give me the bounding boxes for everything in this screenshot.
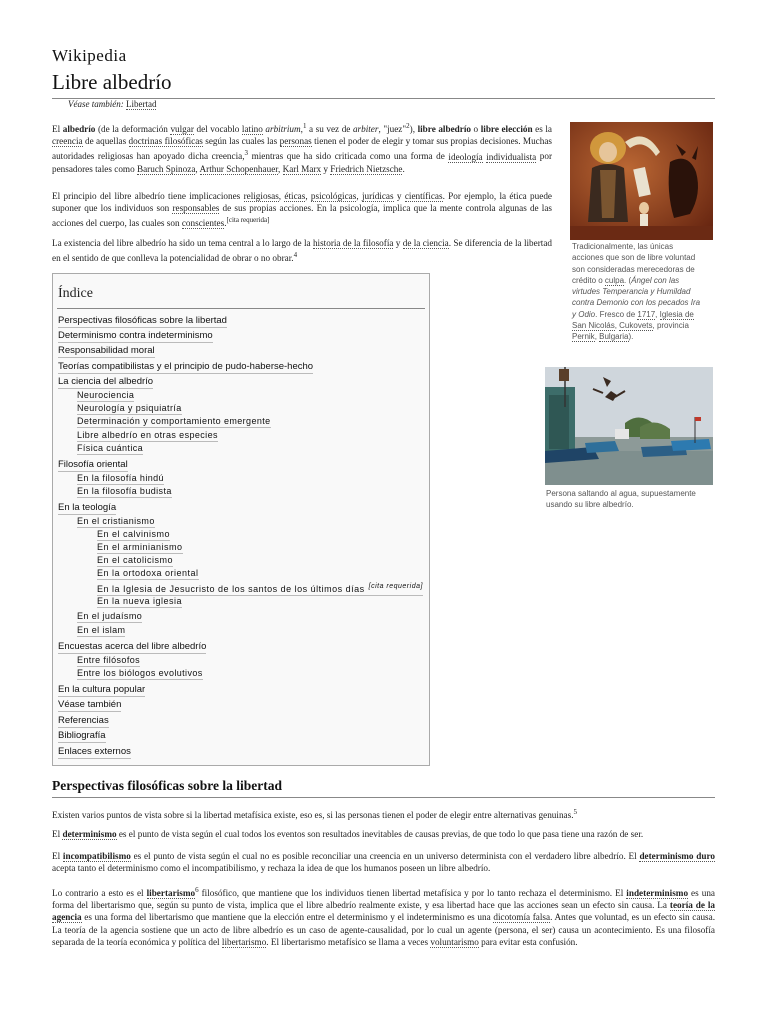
inline-link[interactable]: doctrinas filosóficas bbox=[128, 136, 203, 147]
section-paragraph-1 bbox=[52, 806, 715, 821]
hatnote-link[interactable]: Libertad bbox=[125, 99, 157, 109]
text-run: es la bbox=[532, 124, 553, 135]
intro-paragraph-2 bbox=[52, 190, 552, 230]
toc-item-label: En la nueva iglesia bbox=[97, 596, 183, 606]
toc-item[interactable] bbox=[58, 459, 128, 472]
toc-item[interactable] bbox=[77, 654, 140, 667]
toc-item-label: Encuestas acerca del libre albedrío bbox=[58, 641, 207, 652]
toc-item-label: Entre los biólogos evolutivos bbox=[77, 668, 203, 678]
toc-item-label: En el islam bbox=[77, 625, 126, 635]
toc-item-label: La ciencia del albedrío bbox=[58, 376, 154, 387]
inline-link[interactable]: dicotomía falsa bbox=[493, 912, 551, 923]
text-run: es una forma del libertarismo que, según su punto de vista, implica que el libre albedrío realmente existe, y esa libertad hace que las acciones sean un efecto sin causa. La bbox=[52, 888, 715, 911]
toc-item-label: Neurología y psiquiatría bbox=[77, 403, 182, 413]
toc-item[interactable] bbox=[77, 429, 218, 442]
inline-link[interactable]: incompatibilismo bbox=[62, 851, 131, 861]
hatnote-prefix: Véase también: bbox=[68, 99, 124, 109]
toc-item-label: Perspectivas filosóficas sobre la libertad bbox=[58, 315, 227, 326]
inline-link[interactable]: individualista bbox=[486, 151, 537, 162]
toc-item[interactable] bbox=[77, 610, 142, 623]
reference-mark[interactable]: 2 bbox=[406, 122, 410, 130]
text-run: ), bbox=[409, 124, 418, 135]
text-run: . El libertarismo metafísico se llama a veces bbox=[266, 936, 431, 947]
inline-link[interactable]: ideología bbox=[448, 151, 483, 162]
toc-item-label: Física cuántica bbox=[77, 443, 144, 453]
toc-item[interactable] bbox=[97, 541, 183, 554]
text-run: de aquellas bbox=[82, 136, 129, 147]
reference-mark[interactable]: [cita requerida] bbox=[226, 216, 270, 225]
inline-link[interactable]: historia de la filosofía bbox=[312, 238, 394, 248]
toc-item[interactable] bbox=[58, 502, 116, 515]
reference-mark[interactable]: 3 bbox=[244, 149, 249, 158]
inline-link[interactable]: culpa bbox=[604, 275, 625, 285]
text-run: , bbox=[278, 191, 285, 201]
inline-link[interactable]: voluntarismo bbox=[430, 936, 479, 947]
text-run: . Antes que voluntad, es un efecto sin causa. La teoría de la agencia sostiene que un acto de libre albedrío es un caso de agente-causalidad, por lo cual un agente (persona, el ser) causa un acontecimiento. Es una filosofía separada de la teoría económica y política del bbox=[52, 912, 715, 947]
toc-item-label: Entre filósofos bbox=[77, 655, 141, 665]
toc-item[interactable] bbox=[77, 402, 182, 415]
toc-item-label: En la filosofía hindú bbox=[77, 473, 164, 483]
text-run: libre albedrío bbox=[417, 124, 471, 135]
inline-link[interactable]: jurídicas bbox=[361, 191, 394, 201]
toc-item[interactable] bbox=[58, 684, 145, 697]
inline-link[interactable]: 1717 bbox=[637, 309, 656, 319]
reference-mark[interactable]: 5 bbox=[573, 808, 577, 816]
toc-item[interactable] bbox=[58, 699, 121, 712]
text-run: . Fresco de bbox=[595, 309, 638, 319]
inline-link[interactable]: científicas bbox=[404, 191, 443, 201]
inline-link[interactable]: Pernik bbox=[572, 332, 595, 342]
text-run: de sus propias acciones. En la psicología, implica que la mente controla algunas de las acciones del cuerpo, las cuales son bbox=[52, 203, 552, 229]
text-run: Tradicionalmente, las únicas acciones que son de libre voluntad son consideradas merecedoras de crédito o bbox=[572, 242, 696, 285]
toc-divider bbox=[57, 308, 425, 309]
table-of-contents bbox=[52, 273, 430, 766]
toc-item-label: Libre albedrío en otras especies bbox=[77, 430, 218, 440]
toc-item[interactable] bbox=[77, 515, 155, 528]
jumping-person-image[interactable] bbox=[545, 367, 713, 485]
text-run: , bbox=[356, 191, 362, 201]
text-run: El principio del libre albedrío tiene implicaciones bbox=[52, 191, 244, 201]
inline-link[interactable]: de la ciencia bbox=[402, 238, 449, 248]
inline-link[interactable]: Karl Marx bbox=[282, 163, 322, 174]
toc-item-note: [cita requerida] bbox=[368, 583, 423, 590]
toc-item[interactable] bbox=[97, 567, 199, 580]
inline-link[interactable]: Bulgaria bbox=[599, 332, 629, 342]
toc-item[interactable] bbox=[97, 528, 170, 541]
toc-item[interactable] bbox=[97, 581, 423, 596]
toc-item-label: En el catolicismo bbox=[97, 555, 174, 565]
text-run: para evitar esta confusión. bbox=[478, 936, 578, 947]
toc-item[interactable] bbox=[58, 376, 153, 389]
text-run: , provincia bbox=[652, 321, 689, 331]
text-run: y bbox=[393, 238, 403, 248]
inline-link[interactable]: religiosas bbox=[243, 191, 279, 201]
toc-title: Índice bbox=[58, 286, 93, 301]
toc-item-label: Referencias bbox=[58, 715, 109, 726]
toc-item-label: En el arminianismo bbox=[97, 542, 183, 552]
text-run: y bbox=[393, 191, 405, 201]
section-heading: Perspectivas filosóficas sobre la libertad bbox=[52, 778, 282, 793]
toc-item[interactable] bbox=[58, 715, 109, 728]
inline-link[interactable]: Friedrich Nietzsche bbox=[330, 163, 403, 174]
text-run: según las cuales las bbox=[202, 136, 280, 147]
text-run: La existencia del libre albedrío ha sido un tema central a lo largo de la bbox=[52, 238, 313, 248]
toc-item-label: Determinismo contra indeterminismo bbox=[58, 330, 213, 341]
text-run: es una forma del libertarismo que mantiene que la elección entre el determinismo y el indeterminismo es una bbox=[81, 912, 494, 923]
section-paragraph-4 bbox=[52, 884, 715, 948]
inline-link[interactable]: latino bbox=[241, 124, 263, 135]
text-run: . ( bbox=[624, 275, 632, 285]
toc-item-label: Responsabilidad moral bbox=[58, 345, 155, 356]
toc-item[interactable] bbox=[58, 345, 155, 358]
toc-item-label: En la cultura popular bbox=[58, 684, 146, 695]
intro-paragraph-1 bbox=[52, 120, 552, 175]
text-run: , bbox=[594, 332, 600, 342]
text-run: es el punto de vista según el cual no es posible reconciliar una creencia en un universo determinista con el verdadero libre albedrío. El bbox=[130, 851, 640, 861]
text-run: , bbox=[300, 124, 303, 135]
text-run: , bbox=[195, 163, 200, 174]
inline-link[interactable]: determinismo bbox=[62, 829, 117, 839]
toc-item[interactable] bbox=[58, 730, 106, 743]
page-title: Libre albedrío bbox=[52, 70, 172, 94]
toc-item[interactable] bbox=[58, 641, 206, 654]
section-paragraph-3 bbox=[52, 850, 715, 874]
toc-item[interactable] bbox=[97, 554, 173, 567]
text-run: , bbox=[655, 309, 660, 319]
text-run: Lo contrario a esto es el bbox=[52, 888, 147, 899]
text-run: Ángel con las virtudes Temperancia y Humildad contra Demonio con los pecados Ira y Odio bbox=[572, 275, 701, 319]
inline-link[interactable]: libertarismo bbox=[146, 888, 196, 899]
inline-link[interactable]: Iglesia de San Nicolás bbox=[572, 309, 694, 331]
toc-item-label: Bibliografía bbox=[58, 730, 106, 741]
toc-item[interactable] bbox=[58, 330, 213, 343]
toc-item-label: En la filosofía budista bbox=[77, 486, 172, 496]
text-run: filosófico, que mantiene que los individuos tienen libertad metafísica y por lo tanto rechaza el determinismo. El bbox=[198, 888, 627, 899]
jumping-person-caption: Persona saltando al agua, supuestamente usando su libre albedrío. bbox=[546, 489, 696, 510]
inline-link[interactable]: creencia bbox=[52, 136, 83, 147]
text-run: del vocablo bbox=[193, 124, 242, 135]
fresco-caption bbox=[572, 241, 706, 343]
toc-item[interactable] bbox=[58, 746, 131, 759]
inline-link[interactable]: Baruch Spinoza bbox=[136, 163, 196, 174]
toc-item-label: En la Iglesia de Jesucristo de los santos de los últimos días bbox=[97, 584, 365, 594]
toc-item[interactable] bbox=[77, 485, 172, 498]
toc-item-label: En la teología bbox=[58, 502, 117, 513]
toc-item[interactable] bbox=[77, 667, 203, 680]
reference-mark[interactable]: 4 bbox=[293, 251, 298, 260]
wikipedia-logo[interactable]: Wikipedia bbox=[52, 46, 127, 65]
toc-item[interactable] bbox=[77, 624, 125, 637]
text-run: tienen el poder de elegir y tomar sus propias decisiones. Muchas autoridades religiosas han apoyado dicha creencia, bbox=[52, 136, 552, 162]
text-run: por pensadores tales como bbox=[52, 151, 553, 174]
toc-item[interactable] bbox=[77, 442, 143, 455]
text-run: mientras que ha sido criticada como una forma de bbox=[248, 151, 449, 162]
inline-link[interactable]: libertarismo bbox=[221, 936, 267, 947]
text-run: ). bbox=[628, 332, 634, 342]
text-run: El bbox=[52, 829, 63, 839]
text-run: acepta tanto el determinismo como el incompatibilismo, y rechaza la idea de que los humanos poseen un libre albedrío. bbox=[52, 863, 491, 874]
section-paragraph-2 bbox=[52, 828, 715, 840]
toc-item[interactable] bbox=[77, 415, 271, 428]
text-run: , bbox=[277, 163, 283, 174]
text-run: arbitrium bbox=[265, 124, 301, 135]
section-divider bbox=[52, 797, 715, 798]
toc-item-label: Enlaces externos bbox=[58, 746, 131, 757]
text-run: . Por ejemplo, la ética puede suponer que los individuos son bbox=[52, 191, 552, 214]
text-run: El bbox=[52, 851, 63, 861]
text-run: o bbox=[471, 124, 481, 135]
inline-link[interactable]: conscientes bbox=[181, 218, 225, 229]
inline-link[interactable]: personas bbox=[279, 136, 312, 147]
text-run: El bbox=[52, 124, 63, 135]
text-run: . Se diferencia de la libertad en el sentido de que conlleva la potencialidad de obrar o no obrar. bbox=[52, 238, 553, 264]
inline-link[interactable]: teoría de la agencia bbox=[52, 900, 715, 923]
reference-mark[interactable]: 1 bbox=[302, 122, 307, 130]
toc-item-label: En la ortodoxa oriental bbox=[97, 568, 199, 578]
toc-item-label: Filosofía oriental bbox=[58, 459, 128, 470]
toc-item-label: En el judaísmo bbox=[77, 611, 143, 621]
text-run: (de la deformación bbox=[95, 124, 171, 135]
toc-item-label: En el calvinismo bbox=[97, 529, 171, 539]
toc-item[interactable] bbox=[58, 361, 313, 374]
intro-paragraph-3 bbox=[52, 237, 552, 264]
hatnote bbox=[68, 99, 156, 109]
text-run: , bbox=[305, 191, 311, 201]
toc-item-label: Teorías compatibilistas y el principio de pudo-haberse-hecho bbox=[58, 361, 314, 372]
inline-link[interactable]: éticas bbox=[284, 191, 306, 201]
inline-link[interactable]: Cukovets bbox=[619, 321, 653, 331]
text-run: Existen varios puntos de vista sobre si la libertad metafísica existe, eso es, si las personas tienen el poder de elegir entre alternativas genuinas. bbox=[52, 810, 574, 821]
fresco-image[interactable] bbox=[570, 122, 713, 240]
text-run: . bbox=[402, 163, 405, 174]
inline-link[interactable]: Arthur Schopenhauer bbox=[199, 163, 278, 174]
text-run: es el punto de vista según el cual todos los eventos son resultados inevitables de causas previas, de que todo lo que pasa tiene una razón de ser. bbox=[116, 829, 644, 839]
toc-item[interactable] bbox=[58, 315, 227, 328]
toc-item-label: En el cristianismo bbox=[77, 516, 155, 526]
reference-mark[interactable]: 6 bbox=[195, 886, 199, 894]
text-run: arbiter bbox=[352, 124, 379, 135]
text-run: a su vez de bbox=[306, 124, 353, 135]
text-run: albedrío bbox=[62, 124, 96, 135]
text-run: . bbox=[224, 218, 227, 229]
inline-link[interactable]: vulgar bbox=[170, 124, 194, 135]
text-run: y bbox=[321, 163, 331, 174]
toc-item-label: Véase también bbox=[58, 699, 122, 710]
toc-item[interactable] bbox=[77, 389, 134, 402]
toc-item[interactable] bbox=[77, 472, 164, 485]
inline-link[interactable]: determinismo duro bbox=[639, 851, 715, 861]
toc-item[interactable] bbox=[97, 595, 182, 608]
toc-item-label: Neurociencia bbox=[77, 390, 135, 400]
inline-link[interactable]: indeterminismo bbox=[626, 888, 689, 899]
inline-link[interactable]: psicológicas bbox=[310, 191, 357, 201]
text-run: libre elección bbox=[480, 124, 533, 135]
text-run: , bbox=[614, 321, 620, 331]
text-run: , "juez" bbox=[378, 124, 407, 135]
toc-item-label: Determinación y comportamiento emergente bbox=[77, 416, 271, 426]
inline-link[interactable]: responsables bbox=[172, 203, 220, 214]
